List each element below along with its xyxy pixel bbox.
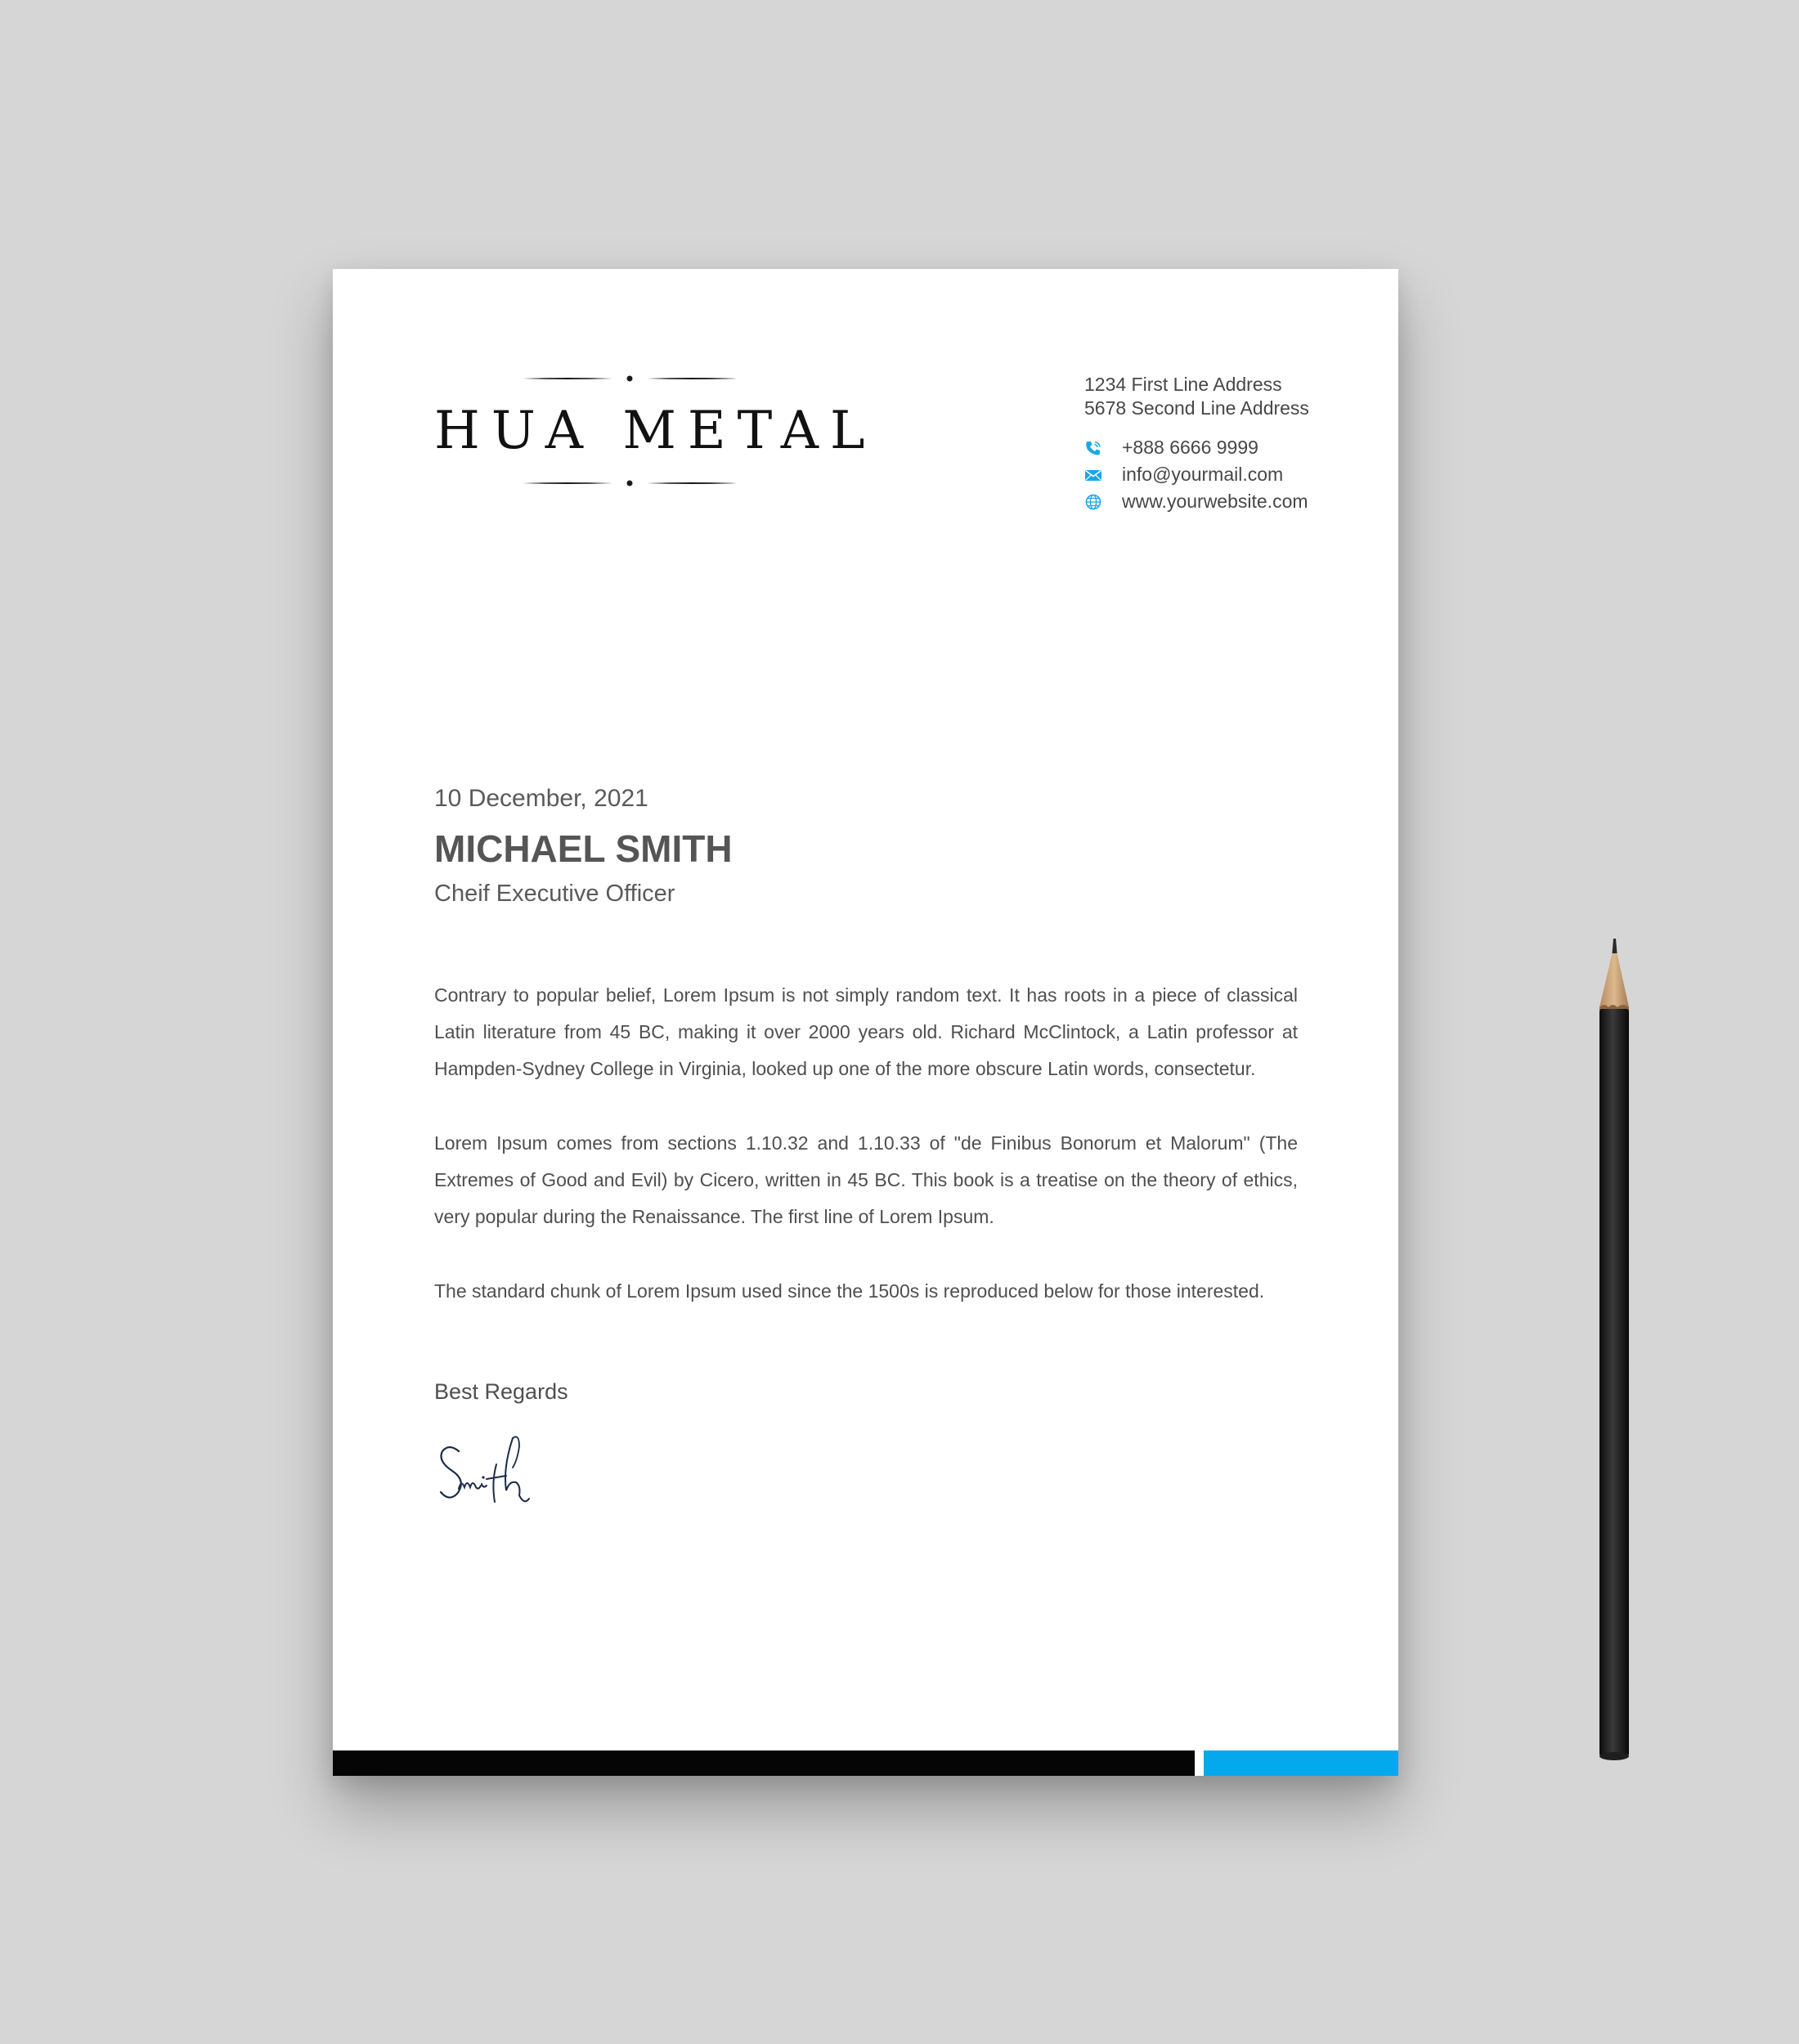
- recipient-title: Cheif Executive Officer: [434, 881, 675, 907]
- envelope-icon: [1084, 467, 1102, 483]
- signature-image: [434, 1430, 557, 1520]
- letter-body: [434, 977, 1298, 1347]
- phone-number: +888 6666 9999: [1122, 437, 1258, 458]
- company-name: HUA METAL: [434, 401, 877, 461]
- letter-date: 10 December, 2021: [434, 785, 648, 812]
- paragraph-2: Lorem Ipsum comes from sections 1.10.32 and 1.10.33 of "de Finibus Bonorum et Malorum" (The Extremes of Good and Evil) by Cicero, written in 45 BC. This book is a treatise on the theory of ethics, very popular during the Renaissance. The first line of Lorem Ipsum.: [434, 1132, 1298, 1227]
- company-logo: [434, 374, 877, 495]
- paragraph-1: Contrary to popular belief, Lorem Ipsum is not simply random text. It has roots in a piece of classical Latin literature from 45 BC, making it over 2000 years old. Richard McClintock, a Latin professor at Hampden-Sydney College in Virginia, looked up one of the more obscure Latin words, consectetur.: [434, 984, 1298, 1079]
- globe-icon: [1084, 494, 1102, 510]
- website-url: www.yourwebsite.com: [1122, 491, 1308, 512]
- footer-bar-blue: [1204, 1750, 1398, 1776]
- pencil-image: [1595, 932, 1635, 1766]
- letterhead-sheet: [333, 269, 1398, 1776]
- paragraph-3: The standard chunk of Lorem Ipsum used since the 1500s is reproduced below for those interested.: [434, 1280, 1265, 1302]
- footer-bar-black: [333, 1750, 1195, 1776]
- address-line-1: 1234 First Line Address: [1084, 374, 1282, 395]
- email-address: info@yourmail.com: [1122, 464, 1284, 485]
- phone-icon: [1084, 440, 1102, 456]
- logo-top-rule: [523, 374, 737, 383]
- contact-block: [1084, 373, 1379, 515]
- email-row: [1084, 461, 1379, 488]
- closing-text: Best Regards: [434, 1379, 568, 1404]
- website-row: [1084, 488, 1379, 515]
- address-line-2: 5678 Second Line Address: [1084, 397, 1309, 419]
- phone-row: [1084, 434, 1379, 461]
- recipient-name: MICHAEL SMITH: [434, 827, 733, 870]
- logo-bottom-rule: [523, 478, 737, 488]
